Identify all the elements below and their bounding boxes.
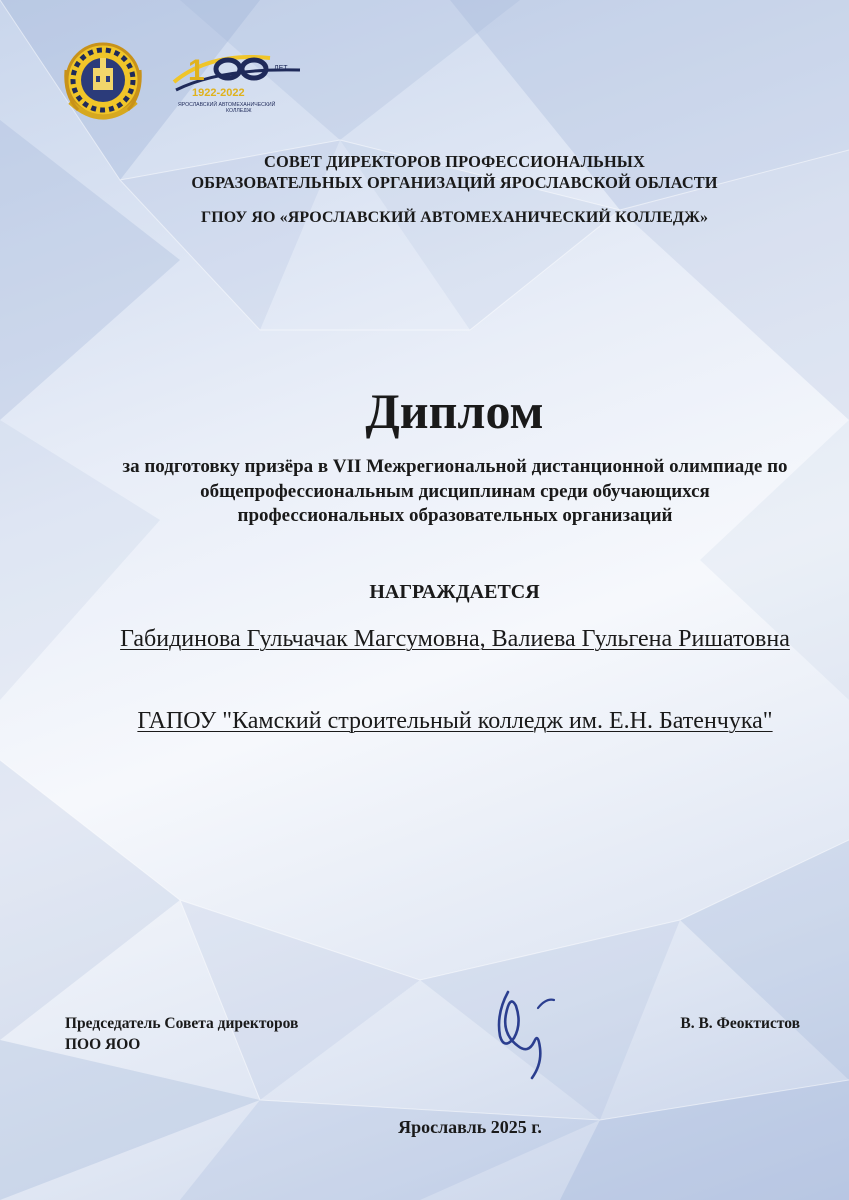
signatory-position-line-1: Председатель Совета директоров [65, 1015, 299, 1032]
city-year: Ярославль 2025 г. [398, 1117, 542, 1137]
signatory-position [65, 1013, 395, 1055]
council-name-line-2: ОБРАЗОВАТЕЛЬНЫХ ОРГАНИЗАЦИЙ ЯРОСЛАВСКОЙ ОБЛАСТИ [191, 173, 718, 192]
recipient-names-text: Габидинова Гульчачак Магсумовна, Валиева Гульгена Ришатовна [120, 626, 790, 652]
college-emblem-icon [56, 40, 150, 126]
centenary-anniversary-icon [170, 50, 308, 112]
svg-text:1: 1 [188, 54, 205, 87]
recipient-organization [110, 705, 800, 737]
recipient-organization-text: ГАПОУ "Камский строительный колледж им. Е.Н. Батенчука" [137, 708, 773, 734]
college-name: ГПОУ ЯО «ЯРОСЛАВСКИЙ АВТОМЕХАНИЧЕСКИЙ КОЛЛЕДЖ» [200, 209, 709, 226]
recipient-names [95, 623, 815, 655]
centenary-anniversary-logo [170, 50, 308, 112]
svg-text:ЯРОСЛАВСКИЙ АВТОМЕХАНИЧЕСКИЙ: ЯРОСЛАВСКИЙ АВТОМЕХАНИЧЕСКИЙ [178, 102, 276, 108]
svg-text:1922-2022: 1922-2022 [192, 87, 245, 99]
svg-text:КОЛЛЕДЖ: КОЛЛЕДЖ [226, 108, 252, 112]
signatory-position-line-2: ПОО ЯОО [65, 1036, 141, 1053]
awarded-label: НАГРАЖДАЕТСЯ [369, 581, 540, 603]
council-name-line-1: СОВЕТ ДИРЕКТОРОВ ПРОФЕССИОНАЛЬНЫХ [264, 152, 645, 171]
diploma-title: Диплом [365, 383, 544, 439]
handwritten-signature [488, 984, 560, 1084]
award-description: за подготовку призёра в VII Межрегиональной дистанционной олимпиаде по общепрофессиональным дисциплинам среди обучающихся профессиональных образовательных организаций [122, 456, 788, 526]
svg-text:ЛЕТ: ЛЕТ [274, 65, 288, 72]
signatory-name: В. В. Феоктистов [680, 1015, 800, 1032]
